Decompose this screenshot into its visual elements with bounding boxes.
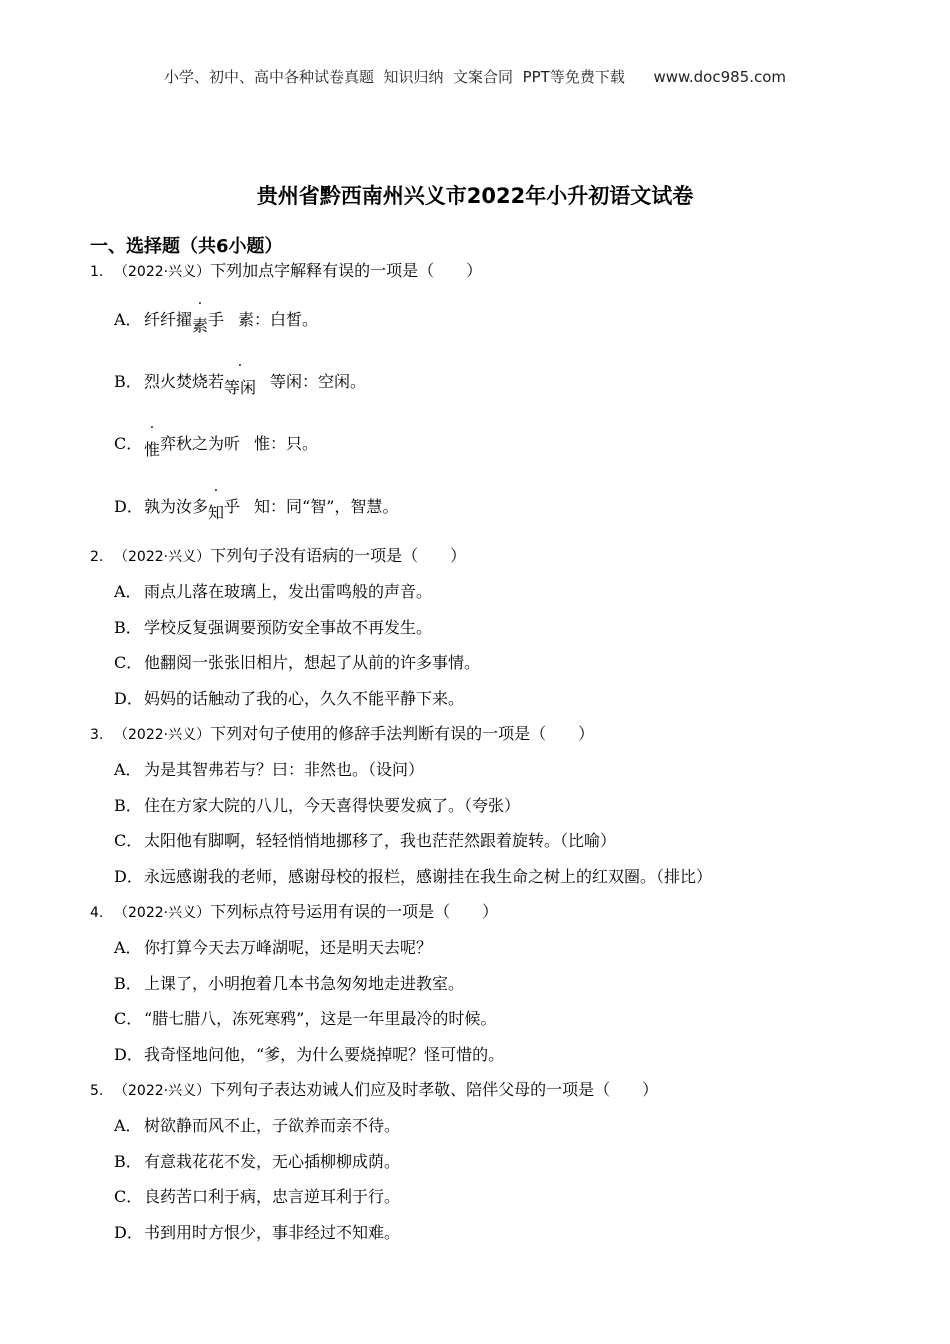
option-text: 有意栽花花不发，无心插柳柳成荫。 — [144, 1152, 401, 1171]
option-explain: 素：白皙。 — [238, 310, 319, 329]
section-heading: 一、选择题（共6小题） — [90, 236, 283, 257]
question-number: 2. — [90, 549, 104, 565]
page-header: 小学、初中、高中各种试卷真题 知识归纳 文案合同 PPT等免费下载 www.doc985.com — [163, 68, 787, 86]
option-text: 妈妈的话触动了我的心，久久不能平静下来。 — [144, 689, 465, 708]
question-4 — [90, 899, 498, 922]
option-letter: D． — [114, 1223, 143, 1242]
option-explain: 等闲：空闲。 — [270, 372, 367, 391]
option-5a — [114, 1113, 400, 1136]
question-number: 4. — [90, 905, 104, 921]
option-letter: A． — [114, 1116, 142, 1135]
option-3c — [114, 828, 616, 851]
option-text: 你打算今天去万峰湖呢，还是明天去呢？ — [144, 938, 433, 957]
option-letter: A． — [114, 582, 142, 601]
option-letter: A． — [114, 760, 142, 779]
option-1d — [114, 494, 399, 522]
option-text: 为是其智弗若与？曰：非然也。（设问） — [144, 760, 425, 779]
dotted-char: 知 — [208, 503, 225, 522]
option-4d — [114, 1042, 504, 1065]
option-1a — [114, 307, 319, 335]
question-5 — [90, 1077, 658, 1100]
option-2c — [114, 650, 480, 673]
question-source: （2022·兴义） — [114, 549, 211, 565]
option-2a — [114, 579, 432, 602]
option-5c — [114, 1184, 400, 1207]
option-text: 纤纤擢 — [144, 310, 193, 329]
option-3a — [114, 757, 424, 780]
option-4a — [114, 935, 432, 958]
dotted-char: 素 — [192, 316, 209, 335]
option-text: 乎 — [224, 497, 241, 516]
option-explain: 知：同“智”，智慧。 — [254, 497, 399, 516]
option-text: 太阳他有脚啊，轻轻悄悄地挪移了，我也茫茫然跟着旋转。（比喻） — [144, 831, 617, 850]
option-letter: C． — [114, 1187, 143, 1206]
question-number: 5. — [90, 1083, 104, 1099]
option-4c — [114, 1006, 496, 1029]
option-letter: C． — [114, 434, 143, 453]
option-4b — [114, 971, 464, 994]
option-text: 学校反复强调要预防安全事故不再发生。 — [144, 618, 433, 637]
dotted-char: 惟 — [144, 440, 161, 459]
option-3b — [114, 793, 520, 816]
option-letter: B． — [114, 372, 142, 391]
option-explain: 惟：只。 — [254, 434, 319, 453]
question-source: （2022·兴义） — [114, 264, 211, 280]
option-letter: A． — [114, 938, 142, 957]
option-text: “腊七腊八，冻死寒鸦”，这是一年里最冷的时候。 — [144, 1009, 497, 1028]
option-2b — [114, 615, 432, 638]
option-text: 手 — [208, 310, 225, 329]
question-source: （2022·兴义） — [114, 905, 211, 921]
option-text: 他翻阅一张张旧相片，想起了从前的许多事情。 — [144, 653, 481, 672]
option-3d — [114, 864, 712, 887]
option-text: 雨点儿落在玻璃上，发出雷鸣般的声音。 — [144, 582, 433, 601]
question-stem: 下列对句子使用的修辞手法判断有误的一项是（ ） — [210, 724, 595, 743]
option-text: 孰为汝多 — [144, 497, 209, 516]
option-text: 烈火焚烧若 — [144, 372, 225, 391]
option-letter: D． — [114, 1045, 143, 1064]
option-5b — [114, 1149, 400, 1172]
option-letter: C． — [114, 831, 143, 850]
option-letter: B． — [114, 1152, 142, 1171]
option-5d — [114, 1220, 400, 1243]
option-1b — [114, 369, 367, 397]
option-text: 住在方家大院的八儿，今天喜得快要发疯了。（夸张） — [144, 796, 521, 815]
option-2d — [114, 686, 464, 709]
option-letter: D． — [114, 689, 143, 708]
question-number: 1. — [90, 264, 104, 280]
option-letter: D． — [114, 867, 143, 886]
option-text: 上课了，小明抱着几本书急匆匆地走进教室。 — [144, 974, 465, 993]
option-text: 良药苦口利于病，忠言逆耳利于行。 — [144, 1187, 401, 1206]
option-text: 我奇怪地问他，“爹，为什么要烧掉呢？怪可惜的。 — [144, 1045, 505, 1064]
option-letter: B． — [114, 974, 142, 993]
exam-title: 贵州省黔西南州兴义市2022年小升初语文试卷 — [256, 184, 694, 208]
question-number: 3. — [90, 727, 104, 743]
option-letter: C． — [114, 653, 143, 672]
question-stem: 下列句子表达劝诫人们应及时孝敬、陪伴父母的一项是（ ） — [210, 1080, 659, 1099]
question-1 — [90, 258, 482, 281]
question-stem: 下列标点符号运用有误的一项是（ ） — [210, 902, 499, 921]
option-1c — [114, 431, 319, 459]
question-stem: 下列加点字解释有误的一项是（ ） — [210, 261, 483, 280]
option-letter: B． — [114, 796, 142, 815]
option-text: 弈秋之为听 — [160, 434, 241, 453]
option-letter: B． — [114, 618, 142, 637]
question-source: （2022·兴义） — [114, 727, 211, 743]
option-text: 永远感谢我的老师，感谢母校的报栏，感谢挂在我生命之树上的红双圈。（排比） — [144, 867, 713, 886]
question-stem: 下列句子没有语病的一项是（ ） — [210, 546, 467, 565]
question-3 — [90, 721, 594, 744]
option-text: 书到用时方恨少，事非经过不知难。 — [144, 1223, 401, 1242]
question-2 — [90, 543, 466, 566]
option-letter: A． — [114, 310, 142, 329]
option-letter: C． — [114, 1009, 143, 1028]
option-text: 树欲静而风不止，子欲养而亲不待。 — [144, 1116, 401, 1135]
question-source: （2022·兴义） — [114, 1083, 211, 1099]
option-letter: D． — [114, 497, 143, 516]
dotted-char: 等闲 — [224, 378, 257, 397]
